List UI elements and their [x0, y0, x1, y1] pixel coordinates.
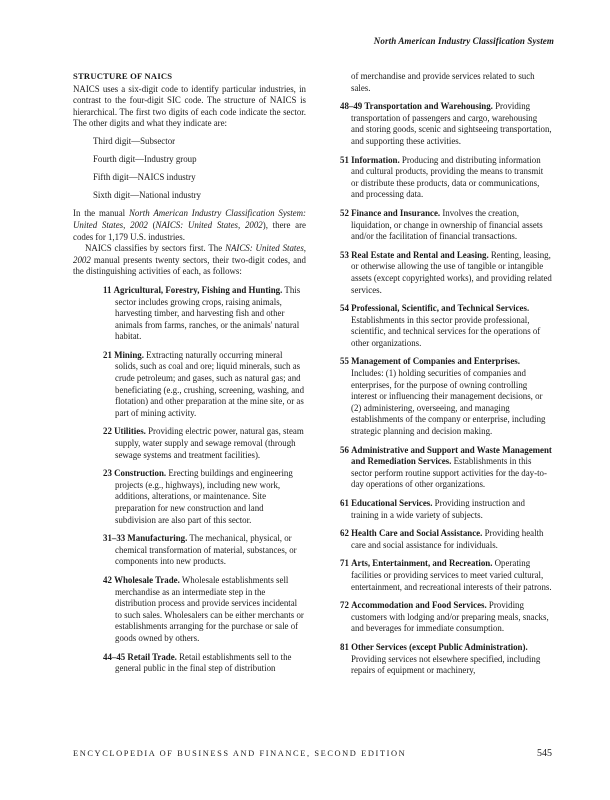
sector-entry: [340, 498, 552, 521]
sector-code: 23: [103, 468, 112, 479]
sector-name: Agricultural, Forestry, Fishing and Hunting.: [113, 284, 283, 295]
sector-code: 11: [103, 284, 112, 295]
right-column: [340, 60, 552, 677]
left-column: [73, 60, 306, 675]
digit-list: [93, 136, 306, 202]
sector-name: Other Services (except Public Administration).: [351, 641, 528, 652]
sector-code: 54: [340, 303, 349, 314]
text-run: manual presents twenty sectors, their two-digit codes, and the distinguishing activities of each, as follows:: [73, 254, 306, 277]
sector-name: Administrative and Support and Waste Management and Remediation Services.: [351, 444, 552, 467]
intro-paragraph: NAICS uses a six-digit code to identify particular industries, in contrast to the four-digit SIC code. The structure of NAICS is hierarchical. The first two digits of each code indicate the sector. The other digits and what they indicate are:: [73, 83, 306, 129]
sector-description: Establishments in this sector provide professional, scientific, and technical services for the operations of other organizations.: [351, 314, 541, 348]
sector-description: Providing health care and social assistance for individuals.: [351, 528, 544, 550]
sector-description: Erecting buildings and engineering projects (e.g., highways), including new work, additions, alterations, or maintenance. Site preparation for new construction and land subdivision are also part of this sector.: [115, 468, 293, 525]
sector-description: Retail establishments sell to the general public in the final step of distribution: [115, 651, 292, 674]
sector-name: Finance and Insurance.: [351, 207, 441, 218]
text-run: (: [147, 219, 156, 230]
sector-description: Providing instruction and training in a wide variety of subjects.: [351, 498, 525, 520]
sector-description: Providing customers with lodging and/or preparing meals, snacks, and beverages for immediate consumption.: [351, 600, 549, 634]
text-run: NAICS classifies by sectors first. The: [85, 243, 226, 254]
sector-description: Renting, leasing, or otherwise allowing the use of tangible or intangible assets (except copyrighted works), and providing related services.: [351, 249, 552, 295]
page-footer: [73, 748, 552, 759]
footer-title: ENCYCLOPEDIA OF BUSINESS AND FINANCE, SECOND EDITION: [73, 749, 407, 758]
sector-code: 61: [340, 498, 349, 508]
sector-name: Professional, Scientific, and Technical Services.: [351, 303, 530, 314]
sector-description: Operating facilities or providing services to meet varied cultural, entertainment, and recreational interests of their patrons.: [351, 558, 552, 592]
section-heading: STRUCTURE OF NAICS: [73, 71, 173, 81]
text-run: In the manual: [73, 208, 129, 219]
sector-name: Construction.: [114, 468, 167, 479]
sector-name: Wholesale Trade.: [114, 574, 180, 585]
manual-short-title: NAICS: United States, 2002: [155, 219, 263, 230]
sector-description: Providing electric power, natural gas, steam supply, water supply and sewage removal (through sewage systems and treatment facilities).: [115, 426, 304, 460]
sector-description: Establishments in this sector perform routine support activities for the day-to-day operations of other organizations.: [351, 456, 547, 490]
sector-entry: [340, 208, 552, 243]
sector-description: Providing transportation of passengers and cargo, warehousing and storing goods, scenic and sightseeing transportation, and supporting these activities.: [351, 101, 552, 146]
sector-name: Arts, Entertainment, and Recreation.: [351, 558, 493, 569]
sector-entry: [340, 600, 552, 635]
sector-description: This sector includes growing crops, raising animals, harvesting timber, and harvesting fish and other animals from farms, ranches, or the animals' natural habitat.: [115, 284, 301, 342]
sector-name: Utilities.: [114, 426, 146, 437]
sector-name: Transportation and Warehousing.: [364, 101, 493, 112]
sector-entry: [340, 445, 552, 491]
sector-description: Extracting naturally occurring mineral solids, such as coal and ore; liquid minerals, such as crude petroleum; and gases, such as natural gas; and beneficiating (e.g., crushing, screening, washing, and flotation) and other preparation at the mine site, or as part of mining activity.: [115, 349, 305, 418]
sector-description: Includes: (1) holding securities of companies and enterprises, for the purpose of owning controlling interest or influencing their management decisions, or (2) administering, overseeing, and managing establishments of the company or enterprise, including strategic planning and decision making.: [351, 368, 546, 437]
sector-code: 51: [340, 154, 349, 165]
sector-name: Manufacturing.: [127, 533, 188, 544]
sector-name: Management of Companies and Enterprises.: [351, 356, 520, 367]
sector-entry: [103, 468, 306, 526]
digit-item: Fifth digit—NAICS industry: [93, 172, 196, 183]
sector-name: Real Estate and Rental and Leasing.: [351, 249, 489, 260]
sector-name: Information.: [351, 154, 400, 165]
page-number: 545: [537, 748, 552, 759]
manual-paragraph: [73, 208, 306, 243]
running-head: North American Industry Classification System: [373, 36, 554, 46]
sector-code: 72: [340, 600, 349, 611]
sectors-paragraph: [73, 243, 306, 278]
sector-code: 81: [340, 641, 349, 652]
sector-entry: [340, 101, 552, 147]
sector-entry: [340, 155, 552, 201]
sector-code: 22: [103, 426, 112, 437]
sector-code: 42: [103, 574, 112, 585]
sector-description: Producing and distributing information and cultural products, providing the means to transmit or distribute these products, data or communications, and processing data.: [351, 154, 544, 200]
digit-item: Fourth digit—Industry group: [93, 154, 197, 165]
sector-code: 21: [103, 349, 112, 360]
sector-entry: [103, 350, 306, 420]
sector-code: 71: [340, 558, 349, 569]
sector-description: The mechanical, physical, or chemical transformation of material, substances, or components into new products.: [115, 533, 297, 567]
sector-code: 62: [340, 528, 349, 539]
sector-entry: [103, 533, 306, 568]
sector-description: Involves the creation, liquidation, or change in ownership of financial assets and/or the facilitation of financial transactions.: [351, 207, 543, 242]
sector-entry: [340, 528, 552, 551]
sector-name: Educational Services.: [351, 498, 433, 508]
text-run: ), there are codes for 1,179 U.S. industries.: [73, 219, 306, 242]
sector-entry: [340, 250, 552, 296]
sector-entry: [103, 575, 306, 645]
sector-description: Wholesale establishments sell merchandise as an intermediate step in the distribution process and provide services incidental to such sales. Wholesalers can be either merchants or establishments arranging for the purchase or sale of goods owned by others.: [115, 574, 304, 643]
sector-entry: [340, 558, 552, 593]
sector-code: 52: [340, 207, 349, 218]
manual-short-title: NAICS: United States, 2002: [73, 243, 306, 265]
sector-code: 53: [340, 249, 349, 260]
sector-description: Providing services not elsewhere specified, including repairs of equipment or machinery,: [351, 653, 541, 676]
sector-entry: [103, 285, 306, 343]
sector-code: 44–45: [103, 651, 126, 662]
digit-item: Sixth digit—National industry: [93, 190, 201, 201]
sector-code: 56: [340, 444, 349, 455]
continued-text: of merchandise and provide services related to such sales.: [351, 71, 535, 93]
sector-entry: [103, 652, 306, 675]
sector-entry: [103, 426, 306, 461]
sector-entry: [340, 642, 552, 677]
sector-name: Accommodation and Food Services.: [351, 600, 487, 611]
sector-code: 55: [340, 356, 349, 367]
sector-name: Health Care and Social Assistance.: [351, 528, 483, 539]
sector-entry: [340, 356, 552, 437]
sector-entry: [340, 303, 552, 349]
sector-name: Mining.: [114, 349, 144, 360]
sector-name: Retail Trade.: [127, 651, 177, 662]
manual-title: North American Industry Classification System: United States, 2002: [73, 208, 306, 230]
digit-item: Third digit—Subsector: [93, 135, 176, 146]
sector-code: 31–33: [103, 533, 126, 544]
sector-code: 48–49: [340, 101, 363, 112]
